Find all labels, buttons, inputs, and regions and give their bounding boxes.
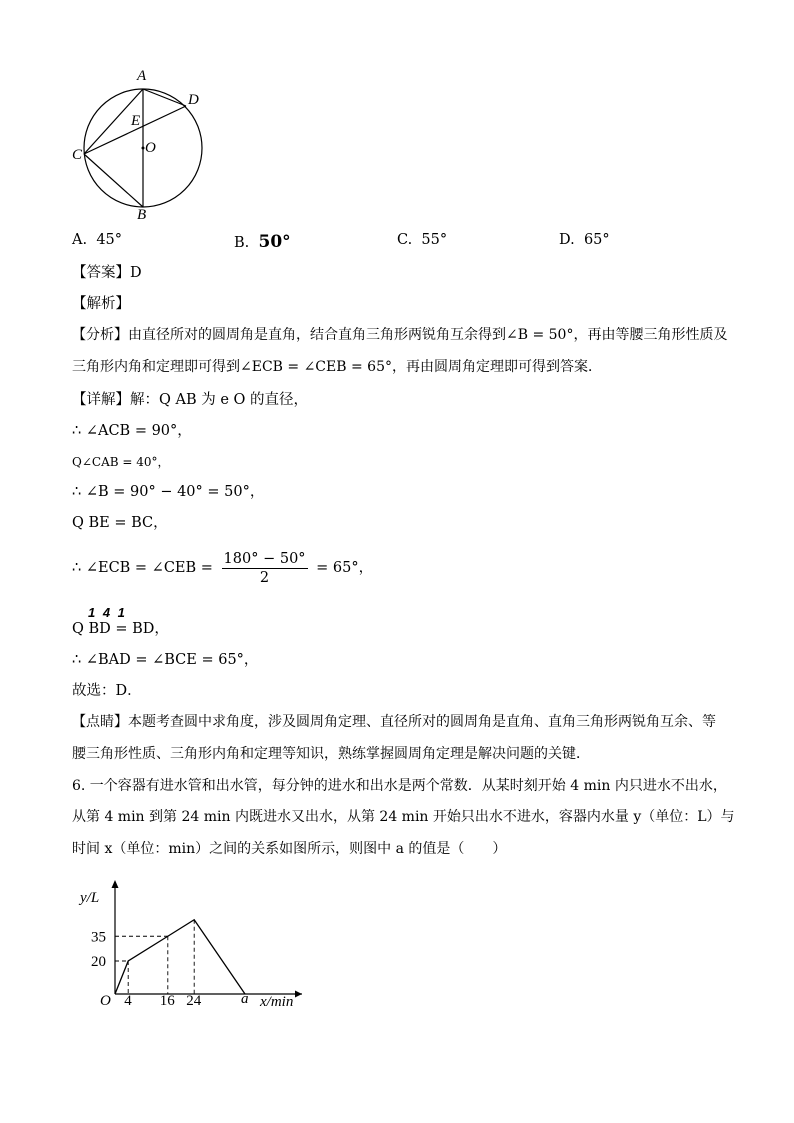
option-a-letter: A.: [72, 232, 88, 248]
q6-line-1: 6. 一个容器有进水管和出水管，每分钟的进水和出水是两个常数．从某时刻开始 4 min 内只进水不出水，: [72, 778, 727, 794]
option-d-value: 65°: [583, 232, 610, 248]
option-c-value: 55°: [421, 232, 448, 248]
detail-line-3: Q∠CAB = 40°，: [72, 455, 170, 469]
fraction-numerator: 180° − 50°: [223, 550, 306, 567]
y-axis-arrow: [112, 880, 119, 888]
label-D: D: [188, 92, 199, 108]
answer-line: 【答案】D: [72, 265, 142, 281]
dianjing-line-1: 【点睛】本题考查圆中求角度，涉及圆周角定理、直径所对的圆周角是直角、直角三角形两锐角互余、等: [72, 714, 716, 730]
y-tick-20: 20: [91, 954, 106, 970]
detail-line-6-pre: ∴ ∠ECB = ∠CEB =: [72, 560, 213, 576]
option-b: [234, 232, 291, 252]
label-C: C: [72, 147, 83, 163]
x-tick-4: 4: [124, 993, 132, 1009]
detail-line-7: Q BD = BD，: [72, 621, 169, 637]
origin-label: O: [100, 993, 111, 1009]
fenxi-line-1: 【分析】由直径所对的圆周角是直角，结合直角三角形两锐角互余得到∠B = 50°，再由等腰三角形性质及: [72, 327, 728, 343]
x-tick-24: 24: [186, 993, 202, 1009]
chord-AD: [143, 89, 186, 106]
label-E: E: [131, 113, 141, 129]
detail-line-8: ∴ ∠BAD = ∠BCE = 65°，: [72, 652, 259, 668]
q6-line-3: 时间 x（单位：min）之间的关系如图所示，则图中 a 的值是（ ）: [72, 841, 507, 857]
detail-line-9: 故选：D．: [72, 683, 142, 699]
option-b-value: 50°: [258, 232, 291, 252]
circle-figure: [60, 62, 230, 222]
option-d: [559, 232, 610, 248]
option-c-letter: C.: [397, 232, 413, 248]
y-tick-35: 35: [91, 929, 106, 946]
option-a: [72, 232, 122, 248]
x-tick-a: a: [241, 991, 249, 1007]
option-b-letter: B.: [234, 235, 250, 251]
x-axis-arrow: [295, 991, 302, 998]
label-O: O: [145, 140, 156, 156]
fenxi-line-2: 三角形内角和定理即可得到∠ECB = ∠CEB = 65°，再由圆周角定理即可得到答案．: [72, 359, 602, 375]
analysis-heading: 【解析】: [72, 296, 130, 312]
y-axis-label: y/L: [80, 890, 100, 906]
option-a-value: 45°: [96, 232, 123, 248]
label-A: A: [137, 68, 147, 84]
water-volume-chart: [70, 872, 310, 1017]
detail-line-5: Q BE = BC，: [72, 515, 168, 531]
option-d-letter: D.: [559, 232, 575, 248]
detail-line-6-post: = 65°，: [316, 560, 374, 576]
x-axis-label: x/min: [260, 994, 294, 1010]
fraction-denominator: 2: [259, 569, 270, 586]
dianjing-line-2: 腰三角形性质、三角形内角和定理等知识，熟练掌握圆周角定理是解决问题的关键．: [72, 746, 590, 762]
option-c: [397, 232, 447, 248]
series-line: [115, 920, 245, 994]
x-tick-16: 16: [159, 993, 175, 1009]
q6-line-2: 从第 4 min 到第 24 min 内既进水又出水，从第 24 min 开始只出水不进水，容器内水量 y（单位：L）与: [72, 809, 735, 825]
detail-line-4: ∴ ∠B = 90° − 40° = 50°，: [72, 484, 265, 500]
detail-line-1: 【详解】解：Q AB 为 e O 的直径，: [72, 392, 309, 408]
detail-line-6: [72, 548, 373, 588]
fraction: [222, 550, 308, 587]
garbled-arc-marks: 1 4 1: [88, 605, 127, 620]
label-B: B: [137, 207, 147, 222]
detail-line-2: ∴ ∠ACB = 90°，: [72, 423, 192, 439]
